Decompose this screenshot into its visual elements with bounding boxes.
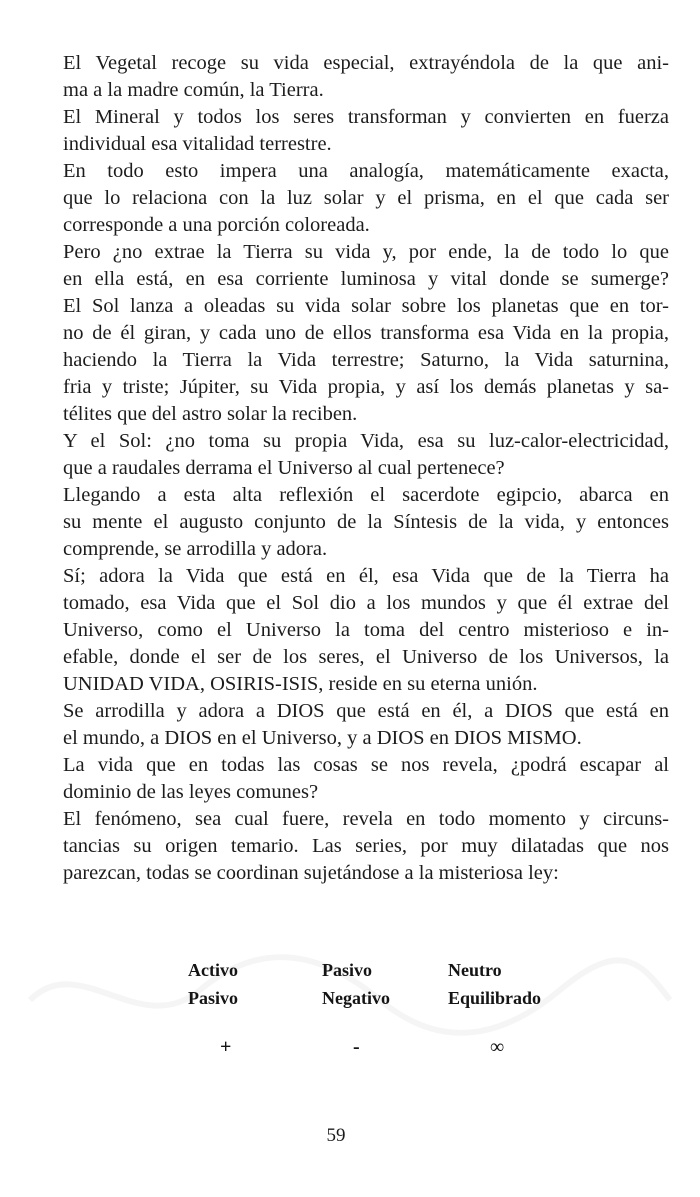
text-line-25: Se arrodilla y adora a DIOS que está en él, a DIOS que está en (63, 700, 669, 722)
text-line-31: parezcan, todas se coordinan sujetándose a la misteriosa ley: (63, 862, 559, 884)
text-line-7: corresponde a una porción coloreada. (63, 214, 370, 236)
text-line-30: tancias su origen temario. Las series, por muy dilatadas que nos (63, 835, 669, 857)
table-cell-activo: Activo (188, 960, 238, 980)
table-cell-neutro: Neutro (448, 960, 502, 980)
text-line-2: ma a la madre común, la Tierra. (63, 79, 324, 101)
text-line-13: fria y triste; Júpiter, su Vida propia, y así los demás planetas y sa- (63, 376, 669, 398)
text-line-12: haciendo la Tierra la Vida terrestre; Saturno, la Vida saturnina, (63, 349, 669, 371)
text-line-4: individual esa vitalidad terrestre. (63, 133, 332, 155)
text-line-18: su mente el augusto conjunto de la Síntesis de la vida, y entonces (63, 511, 669, 533)
page-number: 59 (326, 1125, 346, 1146)
infinity-symbol: ∞ (490, 1036, 505, 1058)
body-text (63, 50, 669, 887)
table-cell-negativo: Negativo (322, 988, 390, 1008)
text-line-9: en ella está, en esa corriente luminosa y vital donde se sumerge? (63, 268, 669, 290)
table-cell-pasivo: Pasivo (188, 988, 239, 1008)
text-line-29: El fenómeno, sea cual fuere, revela en todo momento y circuns- (63, 808, 669, 830)
minus-symbol: - (353, 1036, 360, 1058)
text-line-21: tomado, esa Vida que el Sol dio a los mundos y que él extrae del (63, 592, 669, 614)
text-line-6: que lo relaciona con la luz solar y el prisma, en el que cada ser (63, 187, 669, 209)
text-line-14: télites que del astro solar la reciben. (63, 403, 358, 425)
text-line-17: Llegando a esta alta reflexión el sacerdote egipcio, abarca en (63, 484, 669, 506)
table-cell-pasivo-2: Pasivo (322, 960, 373, 980)
text-line-1: El Vegetal recoge su vida especial, extrayéndola de la que ani- (63, 52, 669, 74)
text-line-19: comprende, se arrodilla y adora. (63, 538, 328, 560)
text-line-10: El Sol lanza a oleadas su vida solar sobre los planetas que en tor- (63, 295, 669, 317)
text-line-26: el mundo, a DIOS en el Universo, y a DIOS en DIOS MISMO. (63, 727, 582, 749)
text-line-27: La vida que en todas las cosas se nos revela, ¿podrá escapar al (63, 754, 669, 776)
text-line-22: Universo, como el Universo la toma del centro misterioso e in- (63, 619, 669, 641)
text-line-24: UNIDAD VIDA, OSIRIS-ISIS, reside en su eterna unión. (63, 673, 538, 695)
text-line-8: Pero ¿no extrae la Tierra su vida y, por ende, la de todo lo que (63, 241, 669, 263)
plus-symbol: + (220, 1036, 232, 1058)
text-line-20: Sí; adora la Vida que está en él, esa Vida que de la Tierra ha (63, 565, 669, 587)
table-column-3 (448, 956, 541, 1012)
text-line-28: dominio de las leyes comunes? (63, 781, 319, 803)
text-line-11: no de él giran, y cada uno de ellos transforma esa Vida en la propia, (63, 322, 669, 344)
text-line-16: que a raudales derrama el Universo al cual pertenece? (63, 457, 505, 479)
table-column-1 (188, 956, 238, 1012)
table-cell-equilibrado: Equilibrado (448, 988, 542, 1008)
text-line-23: efable, donde el ser de los seres, el Universo de los Universos, la (63, 646, 669, 668)
table-column-2 (322, 956, 390, 1012)
text-line-15: Y el Sol: ¿no toma su propia Vida, esa su luz-calor-electricidad, (63, 430, 669, 452)
text-line-3: El Mineral y todos los seres transforman y convierten en fuerza (63, 106, 669, 128)
text-line-5: En todo esto impera una analogía, matemáticamente exacta, (63, 160, 669, 182)
